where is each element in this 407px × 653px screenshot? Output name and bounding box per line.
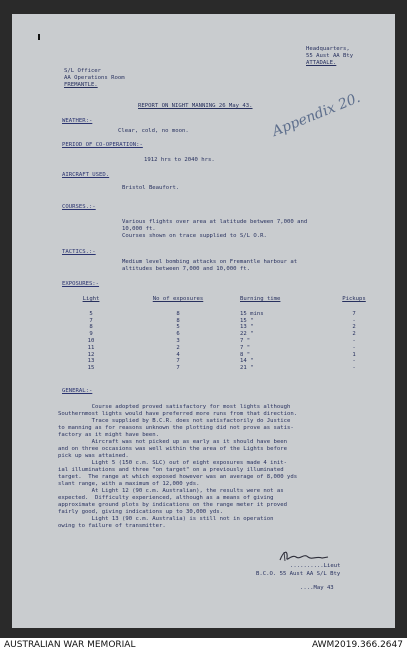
cell-pickups: 1 <box>352 351 356 358</box>
general-line: Southernmost lights would have preferred more runs from that direction. <box>58 411 298 417</box>
cell-light: 8 <box>89 324 93 331</box>
cell-pickups: 7 <box>352 310 356 317</box>
table-row <box>52 345 384 352</box>
general-line: and on three occasions was well within the area of the Lights before <box>58 446 288 452</box>
general-label: GENERAL:- <box>62 388 93 394</box>
handwritten-appendix-annotation: Appendix 20. <box>270 90 363 140</box>
table-row <box>52 338 384 345</box>
general-line: factory as it might have been. <box>58 432 160 438</box>
punch-mark <box>38 34 40 40</box>
col-header-burning-time: Burning time <box>240 296 281 302</box>
cell-light: 5 <box>89 310 93 317</box>
cell-light: 15 <box>87 365 95 372</box>
table-row <box>52 318 384 325</box>
general-line: pick up was attained. <box>58 453 129 459</box>
exposures-table <box>52 296 384 372</box>
weather-text: Clear, cold, no moon. <box>118 128 189 134</box>
report-title: REPORT ON NIGHT MANNING 26 May 43. <box>138 103 253 109</box>
cell-pickups: - <box>352 317 356 324</box>
table-row <box>52 311 384 318</box>
cell-light: 7 <box>89 317 93 324</box>
cell-light: 10 <box>87 337 95 344</box>
period-text: 1912 hrs to 2040 hrs. <box>144 157 215 163</box>
col-header-light: Light <box>82 296 100 302</box>
cell-exposures: 6 <box>176 331 180 338</box>
table-row <box>52 331 384 338</box>
period-label: PERIOD OF CO-OPERATION:- <box>62 142 143 148</box>
hq-line-2: 55 Aust AA Bty <box>306 53 354 59</box>
tactics-line-2: altitudes between 7,000 and 10,000 ft. <box>122 266 250 272</box>
footer-accession-number: AWM2019.366.2647 <box>311 640 403 650</box>
table-row <box>52 324 384 331</box>
cell-pickups: 2 <box>352 324 356 331</box>
cell-exposures: 5 <box>176 324 180 331</box>
cell-exposures: 4 <box>176 351 180 358</box>
cell-burning-time: 21 " <box>240 365 254 372</box>
courses-label: COURSES.:- <box>62 204 96 210</box>
general-line: expected. Difficulty experienced, although as a means of giving <box>58 495 274 501</box>
signature-unit: B.C.O. 55 Aust AA S/L Bty <box>256 571 341 577</box>
cell-light: 11 <box>87 344 95 351</box>
hq-line-3: ATTADALE. <box>306 60 337 66</box>
cell-burning-time: 15 mins <box>240 310 264 317</box>
signature-date: ....May 43 <box>300 585 334 591</box>
general-line: Aircraft was not picked up as early as it should have been <box>58 439 288 445</box>
cell-burning-time: 14 " <box>240 358 254 365</box>
table-row <box>52 352 384 359</box>
table-row <box>52 365 384 372</box>
cell-exposures: 7 <box>176 358 180 365</box>
cell-burning-time: 8 " <box>240 351 251 358</box>
hq-line-1: Headquarters, <box>306 46 350 52</box>
cell-pickups: - <box>352 344 356 351</box>
general-line: At Light 12 (90 c.m. Australian), the results were not as <box>58 488 284 494</box>
handwritten-signature <box>278 548 330 564</box>
general-line: Trace supplied by B.C.R. does not satisfactorily do Justice <box>58 418 291 424</box>
cell-burning-time: 13 " <box>240 324 254 331</box>
general-line: fairly good, giving indications up to 30,000 yds. <box>58 509 224 515</box>
addressee-line-2: AA Operations Room <box>64 75 125 81</box>
cell-burning-time: 15 " <box>240 317 254 324</box>
tactics-label: TACTICS.:- <box>62 249 96 255</box>
archive-footer <box>0 638 407 653</box>
general-line: Light 13 (90 c.m. Australia) is still not in operation <box>58 516 274 522</box>
courses-line-1: Various flights over area at latitude between 7,000 and <box>122 219 308 225</box>
col-header-exposures: No of exposures <box>152 296 204 302</box>
cell-light: 12 <box>87 351 95 358</box>
exposures-label: EXPOSURES:- <box>62 281 100 287</box>
tactics-line-1: Medium level bombing attacks on Fremantle harbour at <box>122 259 298 265</box>
footer-institution: AUSTRALIAN WAR MEMORIAL <box>4 640 136 650</box>
general-line: slant range, with a maximum of 12,000 yds. <box>58 481 200 487</box>
addressee-line-1: S/L Officer <box>64 68 102 74</box>
courses-line-3: Courses shown on trace supplied to S/L O.R. <box>122 233 267 239</box>
cell-exposures: 8 <box>176 317 180 324</box>
courses-line-2: 10,000 ft. <box>122 226 156 232</box>
general-line: Light 5 (150 c.m. SLC) out of eight exposures made 4 init- <box>58 460 288 466</box>
cell-exposures: 8 <box>176 310 180 317</box>
cell-pickups: 2 <box>352 331 356 338</box>
cell-exposures: 2 <box>176 344 180 351</box>
aircraft-text: Bristol Beaufort. <box>122 185 180 191</box>
col-header-pickups: Pickups <box>342 296 366 302</box>
cell-pickups: - <box>352 337 356 344</box>
cell-pickups: - <box>352 358 356 365</box>
general-line: ial illuminations and three "on target" on a previously illuminated <box>58 467 284 473</box>
cell-burning-time: 7 " <box>240 337 251 344</box>
general-line: target. The range at which exposed however was an average of 8,000 yds <box>58 474 298 480</box>
general-line: owing to failure of transmitter. <box>58 523 166 529</box>
addressee-line-3: FREMANTLE. <box>64 82 98 88</box>
aircraft-label: AIRCRAFT USED. <box>62 172 110 178</box>
table-row <box>52 358 384 365</box>
cell-exposures: 7 <box>176 365 180 372</box>
cell-burning-time: 22 " <box>240 331 254 338</box>
general-line: approximate ground plots by indications on the range meter it proved <box>58 502 288 508</box>
cell-burning-time: 7 " <box>240 344 251 351</box>
cell-light: 13 <box>87 358 95 365</box>
cell-pickups: - <box>352 365 356 372</box>
general-line: to manning as for reasons unknown the plotting did not prove as satis- <box>58 425 294 431</box>
exposures-header-row <box>52 296 384 303</box>
general-line: Course adopted proved satisfactory for most lights although <box>58 404 291 410</box>
weather-label: WEATHER:- <box>62 118 93 124</box>
signature-rank: ..........Lieut <box>290 563 341 569</box>
cell-exposures: 3 <box>176 337 180 344</box>
cell-light: 9 <box>89 331 93 338</box>
